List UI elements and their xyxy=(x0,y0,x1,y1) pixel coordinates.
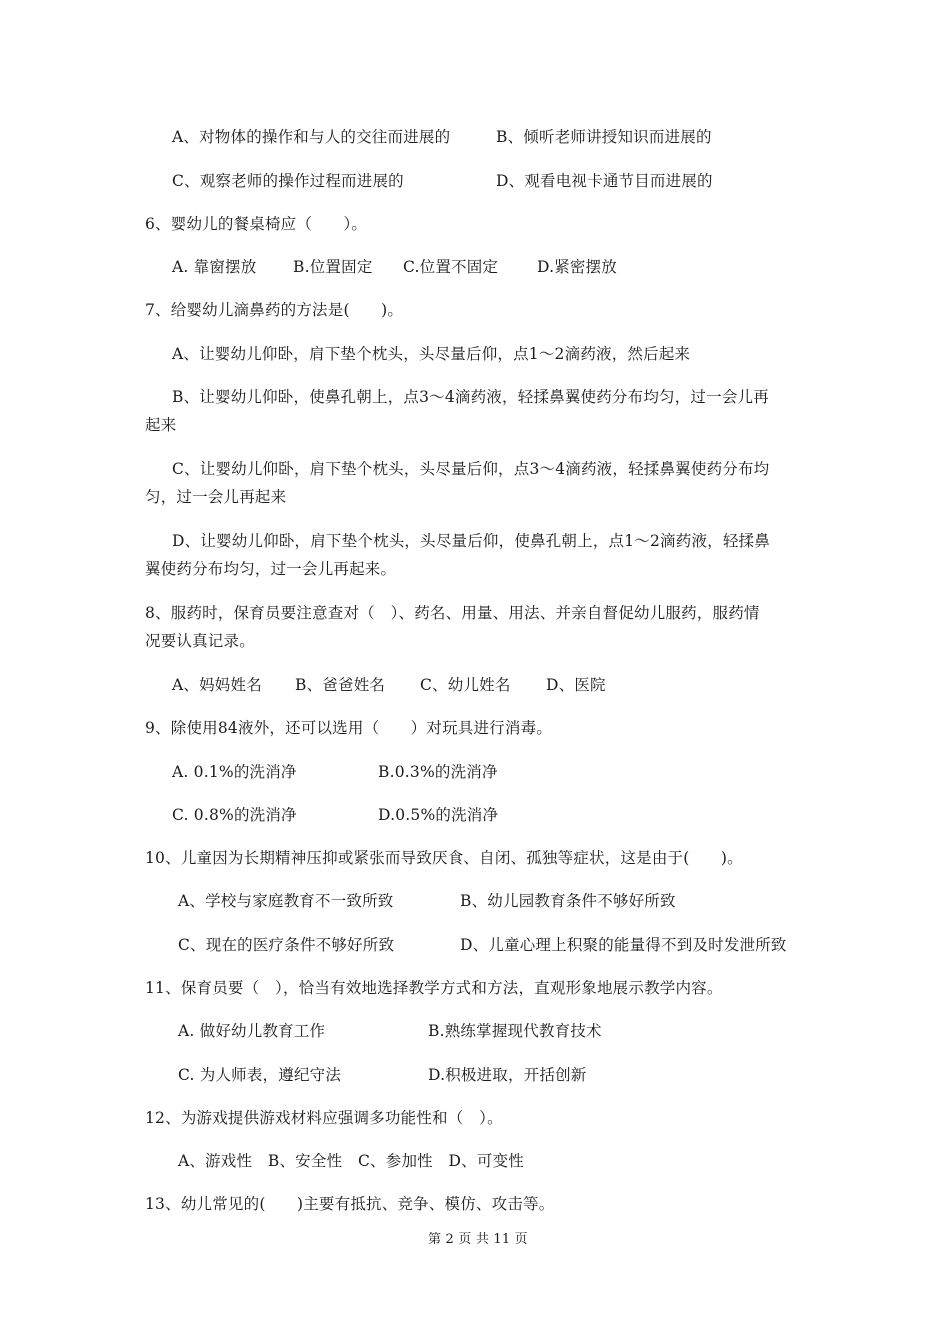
q10-option-d: D、儿童心理上积聚的能量得不到及时发泄所致 xyxy=(460,936,787,954)
q7-option-a: A、让婴幼儿仰卧，肩下垫个枕头，头尽量后仰，点1～2滴药液，然后起来 xyxy=(172,345,691,363)
q10-option-a: A、学校与家庭教育不一致所致 xyxy=(178,892,394,910)
q8-option-c: C、幼儿姓名 xyxy=(420,676,511,694)
q8-option-a: A、妈妈姓名 xyxy=(172,676,262,694)
q10-option-b: B、幼儿园教育条件不够好所致 xyxy=(460,892,676,910)
q5-option-b: B、倾听老师讲授知识而进展的 xyxy=(496,128,712,146)
q5-option-d: D、观看电视卡通节目而进展的 xyxy=(496,172,713,190)
q10-option-c: C、现在的医疗条件不够好所致 xyxy=(178,936,395,954)
q9-option-c: C. 0.8%的洗消净 xyxy=(172,806,297,824)
q10-stem: 10、儿童因为长期精神压抑或紧张而导致厌食、自闭、孤独等症状，这是由于( )。 xyxy=(145,849,743,867)
page-footer: 第 2 页 共 11 页 xyxy=(428,1232,528,1247)
q7-option-d-line2: 翼使药分布均匀，过一会儿再起来。 xyxy=(145,560,397,578)
q7-option-c-line2: 匀，过一会儿再起来 xyxy=(145,488,287,506)
q7-option-c-line1: C、让婴幼儿仰卧，肩下垫个枕头，头尽量后仰，点3～4滴药液，轻揉鼻翼使药分布均 xyxy=(172,460,770,478)
q11-option-c: C. 为人师表，遵纪守法 xyxy=(178,1066,342,1084)
q6-option-d: D.紧密摆放 xyxy=(537,258,618,276)
q5-option-c: C、观察老师的操作过程而进展的 xyxy=(172,172,404,190)
q13-stem: 13、幼儿常见的( )主要有抵抗、竞争、模仿、攻击等。 xyxy=(145,1195,555,1213)
q6-stem: 6、婴幼儿的餐桌椅应（ ）。 xyxy=(145,215,368,233)
q11-option-a: A. 做好幼儿教育工作 xyxy=(178,1022,326,1040)
q9-option-d: D.0.5%的洗消净 xyxy=(378,806,499,824)
q8-option-d: D、医院 xyxy=(546,676,606,694)
q11-stem: 11、保育员要（ ），恰当有效地选择教学方式和方法，直观形象地展示教学内容。 xyxy=(145,979,723,997)
q9-option-a: A. 0.1%的洗消净 xyxy=(172,763,297,781)
q9-option-b: B.0.3%的洗消净 xyxy=(378,763,498,781)
q7-option-b-line2: 起来 xyxy=(145,416,177,434)
q9-stem: 9、除使用84液外，还可以选用（ ）对玩具进行消毒。 xyxy=(145,719,552,737)
q7-stem: 7、给婴幼儿滴鼻药的方法是( )。 xyxy=(145,301,404,319)
q5-option-a: A、对物体的操作和与人的交往而进展的 xyxy=(172,128,451,146)
q8-stem-line1: 8、服药时，保育员要注意查对（ ）、药名、用量、用法、并亲自督促幼儿服药，服药情 xyxy=(145,604,760,622)
q11-option-d: D.积极进取，开括创新 xyxy=(428,1066,587,1084)
q11-option-b: B.熟练掌握现代教育技术 xyxy=(428,1022,602,1040)
q8-option-b: B、爸爸姓名 xyxy=(295,676,386,694)
q12-options: A、游戏性 B、安全性 C、参加性 D、可变性 xyxy=(178,1152,524,1170)
q8-stem-line2: 况要认真记录。 xyxy=(145,632,255,650)
q6-option-c: C.位置不固定 xyxy=(403,258,499,276)
q6-option-b: B.位置固定 xyxy=(293,258,373,276)
q6-option-a: A. 靠窗摆放 xyxy=(172,258,257,276)
q12-stem: 12、为游戏提供游戏材料应强调多功能性和（ ）。 xyxy=(145,1109,503,1127)
q7-option-b-line1: B、让婴幼儿仰卧，使鼻孔朝上，点3～4滴药液，轻揉鼻翼使药分布均匀，过一会儿再 xyxy=(172,388,769,406)
q7-option-d-line1: D、让婴幼儿仰卧，肩下垫个枕头，头尽量后仰，使鼻孔朝上，点1～2滴药液，轻揉鼻 xyxy=(172,532,770,550)
